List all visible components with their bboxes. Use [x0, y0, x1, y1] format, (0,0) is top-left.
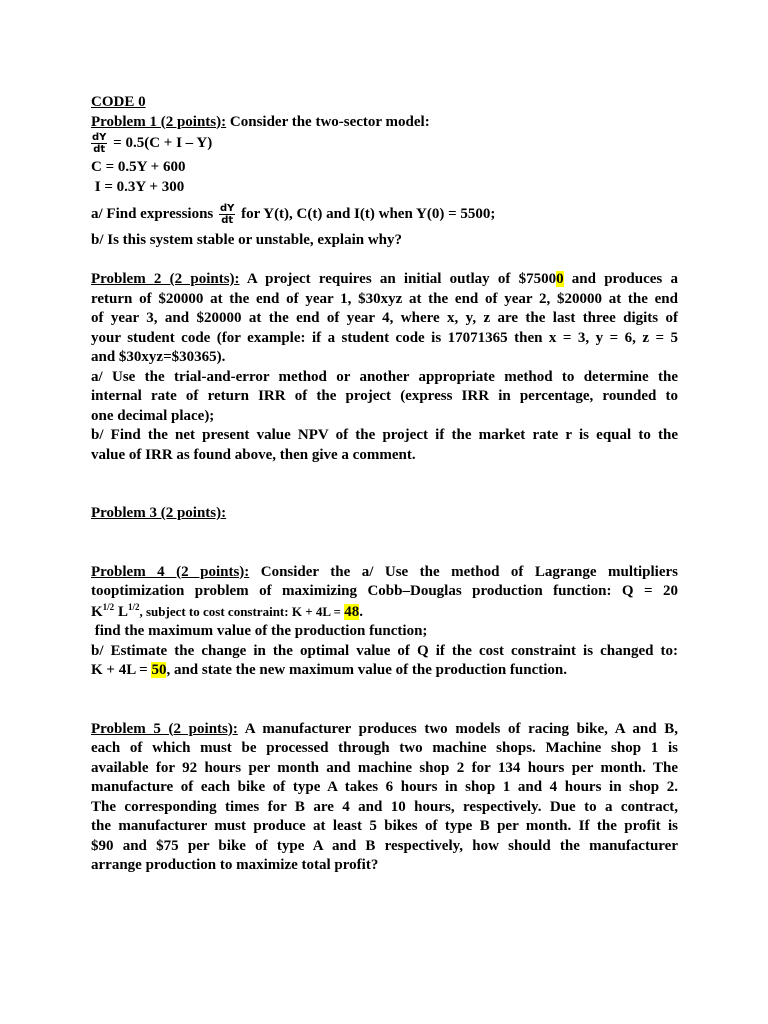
- problem-1-title: [91, 113, 678, 133]
- problem-4-line-2: tooptimization problem of maximizing Cobb–Douglas production function: Q = 20: [91, 583, 678, 599]
- document-page: [91, 93, 678, 876]
- problem-2-line-1: Problem 2 (2 points): A project requires an initial outlay of $75000 and produces a: [91, 271, 678, 287]
- problem-2-line-9: b/ Find the net present value NPV of the project if the market rate r is equal to the: [91, 427, 678, 443]
- problem-2-line-6: a/ Use the trial-and-error method or another appropriate method to determine the: [91, 368, 678, 385]
- part-a-fraction: [219, 203, 235, 226]
- problem-5-line-4: manufacture of each bike of type A takes 6 hours in shop 1 and 4 hours in shop 2.: [91, 779, 678, 795]
- problem-4-line-4: find the maximum value of the production function;: [91, 623, 428, 639]
- problem-2-heading: Problem 2 (2 points):: [91, 271, 240, 287]
- problem-5-line-5: The corresponding times for B are 4 and 10 hours, respectively. Due to a contract,: [91, 798, 678, 815]
- code-label: CODE 0: [91, 94, 146, 110]
- problem-5-heading: Problem 5 (2 points):: [91, 720, 238, 737]
- problem-1-heading: Problem 1 (2 points):: [91, 113, 227, 130]
- problem-2-line-4: your student code (for example: if a student code is 17071365 then x = 3, y = 6, z = 5: [91, 329, 678, 346]
- problem-1-eq2: C = 0.5Y + 600: [91, 159, 186, 175]
- problem-1-eq1: [91, 132, 678, 158]
- dy-dt-fraction: [91, 132, 107, 155]
- problem-1-intro: Consider the two-sector model:: [226, 113, 430, 130]
- problem-4-line-6: K + 4L = 50, and state the new maximum value of the production function.: [91, 662, 568, 678]
- dy-numerator: dY: [92, 132, 107, 143]
- problem-2-line-5: and $30xyz=$30365).: [91, 349, 226, 365]
- problem-4-line-1: Problem 4 (2 points): Consider the a/ Use the method of Lagrange multipliers: [91, 563, 678, 580]
- eq1-rhs: = 0.5(C + I – Y): [109, 134, 213, 151]
- problem-1-part-b: b/ Is this system stable or unstable, explain why?: [91, 232, 403, 248]
- part-a-denominator: dt: [221, 215, 234, 226]
- highlight-50: 50: [151, 662, 167, 678]
- problem-1-part-a: [91, 197, 678, 231]
- problem-4-line-3: $K^{1/2}$ $L^{1/2}$, subject to cost constraint: K + 4L = 48.: [91, 601, 363, 620]
- problem-5-line-8: arrange production to maximize total profit?: [91, 857, 379, 873]
- problem-5-line-2: each of which must be processed through two machine shops. Machine shop 1 is: [91, 740, 678, 756]
- highlight-zero: 0: [556, 271, 564, 287]
- problem-2-line-8: one decimal place);: [91, 407, 215, 424]
- part-a-prefix: a/ Find expressions: [91, 205, 217, 222]
- part-a-suffix: for Y(t), C(t) and I(t) when Y(0) = 5500;: [237, 205, 496, 222]
- dt-denominator: dt: [93, 144, 106, 155]
- problem-3-heading: Problem 3 (2 points):: [91, 505, 227, 521]
- problem-2-line-2: return of $20000 at the end of year 1, $30xyz at the end of year 2, $20000 at the end: [91, 290, 678, 307]
- problem-1-eq3: I = 0.3Y + 300: [91, 178, 185, 195]
- problem-5-line-1: Problem 5 (2 points): A manufacturer produces two models of racing bike, A and B,: [91, 720, 678, 737]
- highlight-48: 48: [344, 603, 360, 620]
- problem-4-line-5: b/ Estimate the change in the optimal value of Q if the cost constraint is changed to:: [91, 642, 678, 659]
- problem-5-line-7: $90 and $75 per bike of type A and B respectively, how should the manufacturer: [91, 837, 678, 854]
- problem-4-heading: Problem 4 (2 points):: [91, 563, 250, 580]
- problem-2-line-10: value of IRR as found above, then give a comment.: [91, 446, 416, 463]
- problem-2-line-3: of year 3, and $20000 at the end of year 4, where x, y, z are the last three digits of: [91, 310, 678, 326]
- part-a-numerator: dY: [220, 203, 235, 214]
- problem-5-line-6: the manufacturer must produce at least 5 bikes of type B per month. If the profit is: [91, 818, 678, 834]
- problem-2-line-7: internal rate of return IRR of the project (express IRR in percentage, rounded to: [91, 388, 678, 404]
- problem-5-line-3: available for 92 hours per month and machine shop 2 for 134 hours per month. The: [91, 759, 678, 776]
